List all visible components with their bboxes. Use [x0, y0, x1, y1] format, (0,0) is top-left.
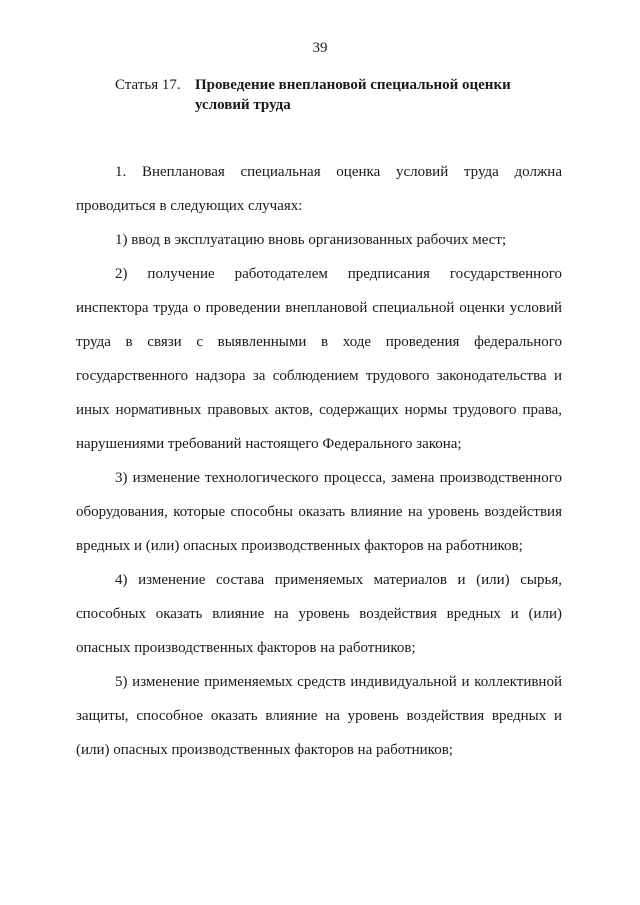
article-body	[76, 155, 562, 767]
article-title: Проведение внеплановой специальной оценки условий труда	[195, 77, 511, 113]
list-item-3: 3) изменение технологического процесса, замена производственного оборудования, которые способны оказать влияние на уровень воздействия вредных и (или) опасных производственных факторов на работников;	[76, 470, 562, 554]
list-item-2: 2) получение работодателем предписания государственного инспектора труда о проведении внеплановой специальной оценки условий труда в связи с выявленными в ходе проведения федерального государственного надзора за соблюдением трудового законодательства и иных нормативных правовых актов, содержащих нормы трудового права, нарушениями требований настоящего Федерального закона;	[76, 266, 562, 452]
article-label: Статья 17.	[115, 77, 181, 93]
page-number: 39	[312, 40, 328, 56]
paragraph-intro: 1. Внеплановая специальная оценка условий труда должна проводиться в следующих случаях:	[76, 164, 562, 214]
list-item-4: 4) изменение состава применяемых материалов и (или) сырья, способных оказать влияние на уровень воздействия вредных и (или) опасных производственных факторов на работников;	[76, 572, 562, 656]
list-item-1: 1) ввод в эксплуатацию вновь организованных рабочих мест;	[115, 232, 507, 248]
list-item-5: 5) изменение применяемых средств индивидуальной и коллективной защиты, способное оказать влияние на уровень воздействия вредных и (или) опасных производственных факторов на работников;	[76, 674, 562, 758]
